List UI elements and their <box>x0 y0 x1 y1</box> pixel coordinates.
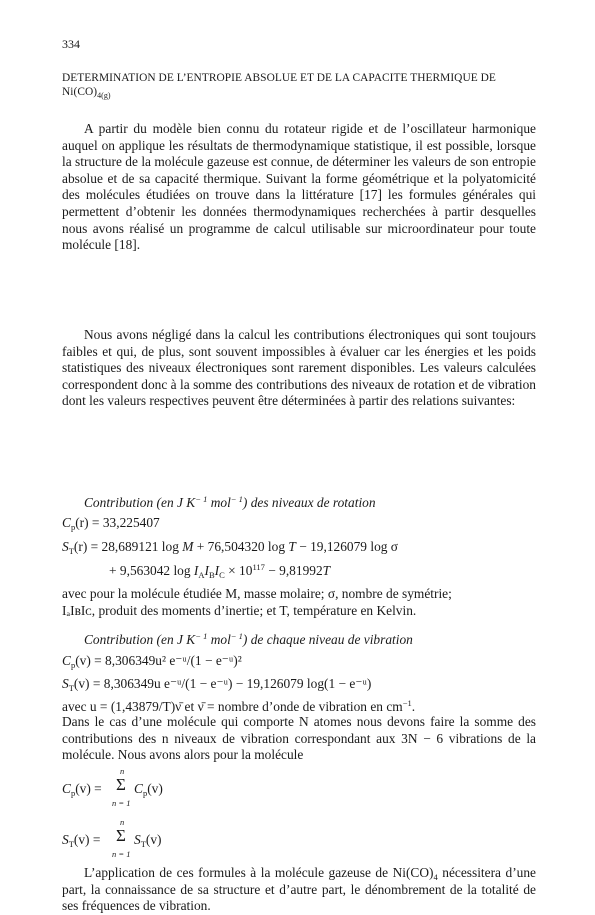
sum-cp-equation: n $C_p(v)$ = Σ $C_p(v)$ n = 1 <box>62 766 163 808</box>
rotation-legend-2: IₐIʙIᴄ, produit des moments d’inertie; et T, température en Kelvin. <box>62 603 417 618</box>
rotation-legend-1: avec pour la molécule étudiée M, masse molaire; σ, nombre de symétrie; <box>62 586 452 601</box>
page-number: 334 <box>62 37 80 51</box>
rotation-st-equation: $S_T(r) = 28,689121$ log M + 76,504320 log T − 19,126079 log σ <box>62 539 399 556</box>
heading-text: DETERMINATION DE L’ENTROPIE ABSOLUE ET DE LA CAPACITE THERMIQUE DE Ni(CO) <box>62 72 496 98</box>
rotation-cp-equation: $C_p(r) = 33,225407$ <box>62 515 160 532</box>
paragraph-intro <box>62 121 536 254</box>
paragraph-contributions-text: Nous avons négligé dans la calcul les contributions électroniques qui sont toujours faibles et qui, de plus, sont souvent impossibles à évaluer car les énergies et les poids statistiques des niveaux électroniques sont rarement disponibles. Les valeurs calculées correspondent donc à la somme des contributions des niveaux de rotation et de vibration dont les valeurs respectives peuvent être déterminées à partir des relations suivantes: <box>62 327 536 409</box>
heading-subscript: 4(g) <box>97 91 111 100</box>
section-heading <box>62 71 542 100</box>
vibration-avec: avec u = (1,43879/T)ν̄ et ν̄ = nombre d’onde de vibration en $cm^{-1}$. <box>62 698 416 714</box>
paragraph-application: L’application de ces formules à la molécule gazeuse de $Ni(CO)_4$ nécessitera d’une part, la connaissance de sa structure et d’autre part, le dénombrement de la totalité de ses fréquences de vibration. <box>62 865 536 914</box>
vibration-st-equation: $S_T(v) = 8,306349u$ e⁻ᵘ/(1 − e⁻ᵘ) − 19,126079 log(1 − e⁻ᵘ) <box>62 676 372 693</box>
rotation-title: Contribution (en J $K^{- 1}$ mol$^{- 1}$) des niveaux de rotation <box>84 494 376 510</box>
paragraph-sum: Dans le cas d’une molécule qui comporte N atomes nous devons faire la somme des contributions des n niveaux de vibration correspondant aux 3N − 6 vibrations de la molécule. Nous avons alors pour la molécule <box>62 714 536 763</box>
rotation-st-equation-cont: + 9,563042 $\log I_AI_BI_C \times 10^{117} - 9,81992T$ <box>109 562 331 580</box>
paragraph-contributions <box>62 327 536 410</box>
paragraph-intro-text: A partir du modèle bien connu du rotateur rigide et de l’oscillateur harmonique auquel on applique les résultats de thermodynamique statistique, il est possible, lorsque la structure de la molécule gazeuse est connue, de déterminer les valeurs de son entropie absolue et de sa capacité thermique. Suivant la forme géométrique et la polyatomicité des molécules étudiées on trouve dans la littérature [17] les formules générales qui permettent d’obtenir les données thermodynamiques recherchées à partir desquelles nous avons réalisé un programme de calcul utilisable sur microordinateur pour toute molécule [18]. <box>62 121 536 253</box>
sum-st-equation: n $S_T(v)$ = Σ $S_T(v)$ n = 1 <box>62 817 162 859</box>
vibration-cp-equation: $C_p(v) = 8,306349u^2$ e⁻ᵘ/(1 − e⁻ᵘ)² <box>62 653 242 670</box>
vibration-title: Contribution (en J $K^{- 1}$ mol$^{- 1}$) de chaque niveau de vibration <box>84 631 413 647</box>
